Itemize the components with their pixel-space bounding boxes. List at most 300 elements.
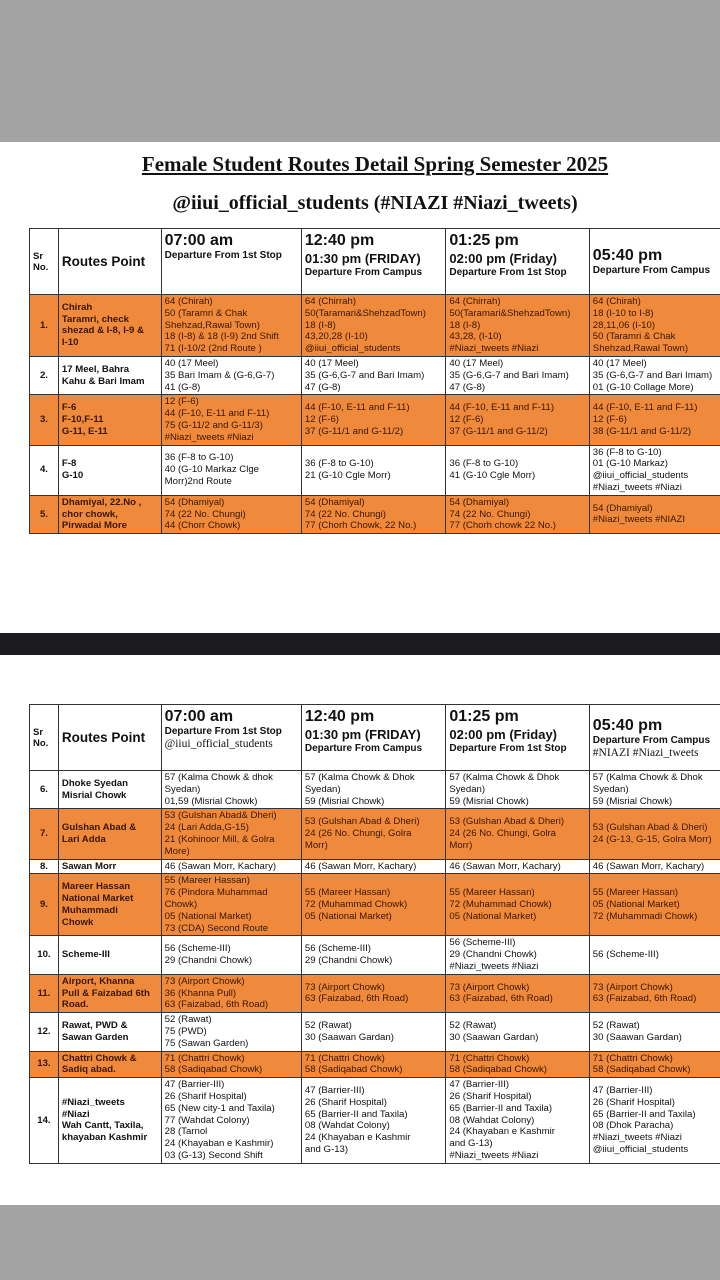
- col3-time: 01:25 pm: [449, 708, 519, 725]
- cell-line: F-10,F-11: [61, 414, 104, 426]
- cell-line: 54 (Dhamiyal): [304, 496, 365, 508]
- cell-line: Road.: [61, 999, 89, 1011]
- cell-line: 72 (Muhammad Chowk): [304, 898, 408, 910]
- route-point-cell: [58, 874, 161, 936]
- document-subtitle: @iiui_official_students (#NIAZI #Niazi_tweets): [172, 192, 578, 214]
- route-point-cell: [58, 495, 161, 533]
- departure-1240-cell: [301, 974, 446, 1012]
- cell-line: Wah Cantt, Taxila,: [61, 1120, 144, 1132]
- departure-0125-cell: [446, 859, 589, 874]
- table-row: [30, 874, 720, 936]
- col4-time: 05:40 pm: [592, 247, 663, 264]
- cell-line: Pull & Faizabad 6th: [61, 987, 150, 999]
- cell-line: 26 (Sharif Hospital): [592, 1096, 675, 1108]
- cell-line: 65 (Barrier-II and Taxila): [592, 1108, 696, 1120]
- divider-band: [0, 633, 720, 655]
- cell-line: 30 (Saawan Gardan): [449, 1031, 539, 1043]
- cell-line: 59 (Misrial Chowk): [304, 795, 385, 807]
- col2-sub: Departure From Campus: [304, 267, 423, 278]
- serial-number-cell: 9.: [30, 874, 59, 936]
- departure-0125-cell: [446, 874, 589, 936]
- table-row: [30, 1078, 720, 1164]
- col4-time: 05:40 pm: [592, 716, 663, 734]
- table-header-row: [30, 229, 720, 295]
- departure-0700-cell: [161, 859, 301, 874]
- cell-line: 08 (Wahdat Colony): [449, 1114, 535, 1126]
- cell-line: More): [164, 845, 190, 857]
- header-col2: [301, 705, 446, 771]
- departure-0540-cell: [589, 1013, 720, 1051]
- cell-line: 36 (F-8 to G-10): [592, 446, 662, 458]
- route-point-cell: [58, 1078, 161, 1164]
- route-point-cell: [58, 809, 161, 859]
- cell-line: G-11, E-11: [61, 425, 108, 437]
- cell-line: Taramri, check: [61, 313, 129, 325]
- cell-line: 64 (Chirah): [164, 296, 213, 307]
- cell-line: 47 (Barrier-III): [164, 1079, 225, 1091]
- cell-line: 12 (F-6): [592, 414, 627, 426]
- cell-line: Mareer Hassan: [61, 881, 131, 893]
- cell-line: 46 (Sawan Morr, Kachary): [449, 860, 561, 872]
- serial-number-cell: 11.: [30, 974, 59, 1012]
- cell-line: 24 (Khayaban e Kashmir: [449, 1126, 555, 1138]
- col1-sub: Departure From 1st Stop: [164, 250, 282, 261]
- serial-number-cell: 10.: [30, 936, 59, 974]
- cell-line: @iiui_official_students: [304, 343, 401, 355]
- cell-line: @iiui_official_students: [592, 470, 689, 482]
- cell-line: 47 (Barrier-III): [304, 1085, 365, 1097]
- cell-line: F-6: [61, 402, 77, 414]
- table-row: [30, 295, 720, 357]
- cell-line: 54 (Dhamiyal): [449, 496, 510, 508]
- cell-line: 55 (Mareer Hassan): [592, 887, 679, 899]
- cell-line: 44 (F-10, E-11 and F-11): [449, 402, 555, 414]
- departure-0540-cell: [589, 936, 720, 974]
- route-point-cell: [58, 395, 161, 445]
- cell-line: 75 (G-11/2 and G-11/3): [164, 419, 263, 431]
- cell-line: Sawan Morr: [61, 860, 117, 872]
- cell-line: 01 (G-10 Collage More): [592, 381, 694, 393]
- cell-line: 01 (G-10 Markaz): [592, 458, 668, 470]
- header-routes: Routes Point: [58, 705, 161, 771]
- cell-line: 77 (Wahdat Colony): [164, 1114, 250, 1126]
- cell-line: 50(Taramari&ShehzadTown): [304, 307, 426, 319]
- col2-sub: Departure From Campus: [304, 743, 423, 754]
- cell-line: 21 (Kohinoor Mill, & Golra: [164, 833, 275, 845]
- departure-1240-cell: [301, 495, 446, 533]
- departure-0700-cell: [161, 809, 301, 859]
- cell-line: 58 (Sadiqabad Chowk): [592, 1064, 691, 1076]
- departure-1240-cell: [301, 1013, 446, 1051]
- cell-line: 30 (Saawan Gardan): [592, 1031, 682, 1043]
- routes-table-2: [29, 704, 720, 1164]
- route-point-cell: [58, 445, 161, 495]
- cell-line: 46 (Sawan Morr, Kachary): [592, 860, 705, 872]
- table-row: [30, 445, 720, 495]
- col4-overlay-hashtag: #NIAZI #Niazi_tweets: [592, 746, 699, 759]
- cell-line: Morr): [304, 839, 328, 851]
- cell-line: 50(Taramari&ShehzadTown): [449, 307, 571, 319]
- col1-time: 07:00 am: [164, 232, 234, 249]
- cell-line: 73 (Airport Chowk): [304, 981, 385, 993]
- cell-line: 36 (Khanna Pull): [164, 987, 237, 999]
- cell-line: Chowk: [61, 916, 94, 928]
- cell-line: Misrial Chowk: [61, 789, 127, 801]
- cell-line: 75 (PWD): [164, 1025, 207, 1037]
- cell-line: 17 Meel, Bahra: [61, 363, 130, 375]
- cell-line: 36 (F-8 to G-10): [304, 458, 374, 470]
- cell-line: 64 (Chirrah): [304, 296, 357, 307]
- departure-0700-cell: [161, 356, 301, 394]
- cell-line: 57 (Kalma Chowk & dhok: [164, 772, 273, 783]
- serial-number-cell: 13.: [30, 1051, 59, 1078]
- cell-line: 71 (Chattri Chowk): [449, 1052, 530, 1064]
- departure-1240-cell: [301, 771, 446, 809]
- departure-0700-cell: [161, 445, 301, 495]
- cell-line: 75 (Sawan Garden): [164, 1037, 249, 1049]
- table-row: [30, 1013, 720, 1051]
- cell-line: 52 (Rawat): [164, 1014, 212, 1026]
- cell-line: 53 (Gulshan Abad & Dheri): [592, 822, 708, 834]
- cell-line: 71 (Chattri Chowk): [304, 1052, 385, 1064]
- departure-1240-cell: [301, 859, 446, 874]
- cell-line: Scheme-III: [61, 949, 110, 961]
- cell-line: Morr)2nd Route: [164, 476, 232, 488]
- departure-0125-cell: [446, 445, 589, 495]
- cell-line: Shehzad,Rawal Town): [592, 343, 689, 355]
- cell-line: 63 (Faizabad, 6th Road): [304, 993, 409, 1005]
- col4-sub: Departure From Campus: [592, 734, 711, 746]
- cell-line: 29 (Chandni Chowk): [449, 949, 537, 961]
- departure-0125-cell: [446, 495, 589, 533]
- route-point-cell: [58, 974, 161, 1012]
- cell-line: 36 (F-8 to G-10): [164, 452, 234, 464]
- header-col2: [301, 229, 446, 295]
- cell-line: 71 (I-10/2 (2nd Route ): [164, 343, 262, 355]
- cell-line: 44 (F-10, E-11 and F-11): [592, 402, 698, 414]
- cell-line: 55 (Mareer Hassan): [449, 887, 535, 899]
- cell-line: 56 (Scheme-III): [164, 943, 231, 955]
- table-row: [30, 356, 720, 394]
- col2-time2: 01:30 pm (FRIDAY): [304, 251, 421, 266]
- serial-number-cell: 2.: [30, 356, 59, 394]
- header-col4: [589, 229, 720, 295]
- cell-line: 44 (F-10, E-11 and F-11): [164, 408, 270, 420]
- cell-line: and G-13): [449, 1138, 493, 1150]
- cell-line: G-10: [61, 470, 84, 482]
- cell-line: 12 (F-6): [164, 396, 199, 408]
- departure-0125-cell: [446, 1078, 589, 1164]
- cell-line: 41 (G-10 Cgle Morr): [449, 470, 536, 482]
- cell-line: 50 (Taramri & Chak: [592, 331, 676, 343]
- departure-0700-cell: [161, 771, 301, 809]
- route-point-cell: [58, 859, 161, 874]
- cell-line: 35 (G-6,G-7 and Bari Imam): [592, 369, 713, 381]
- cell-line: Chirah: [61, 301, 93, 313]
- table-row: [30, 936, 720, 974]
- cell-line: 40 (G-10 Markaz Clge: [164, 464, 260, 476]
- cell-line: National Market: [61, 893, 134, 905]
- header-col1: [161, 705, 301, 771]
- route-point-cell: [58, 295, 161, 357]
- route-point-cell: [58, 356, 161, 394]
- col1-sub: Departure From 1st Stop: [164, 726, 282, 737]
- cell-line: 05 (National Market): [449, 910, 537, 922]
- cell-line: Syedan): [449, 783, 486, 795]
- cell-line: Gulshan Abad &: [61, 822, 137, 834]
- header-routes: Routes Point: [58, 229, 161, 295]
- serial-number-cell: 6.: [30, 771, 59, 809]
- cell-line: 05 (National Market): [164, 910, 252, 922]
- cell-line: 54 (Dhamiyal): [592, 502, 653, 514]
- serial-number-cell: 14.: [30, 1078, 59, 1164]
- cell-line: 52 (Rawat): [592, 1020, 640, 1032]
- departure-1240-cell: [301, 445, 446, 495]
- cell-line: 74 (22 No. Chungi): [304, 508, 386, 520]
- cell-line: khayaban Kashmir: [61, 1132, 148, 1144]
- departure-0125-cell: [446, 974, 589, 1012]
- cell-line: 26 (Sharif Hospital): [449, 1090, 532, 1102]
- cell-line: 28,11,06 (I-10): [592, 319, 656, 331]
- departure-0125-cell: [446, 1051, 589, 1078]
- cell-line: 05 (National Market): [592, 898, 680, 910]
- cell-line: 72 (Muhammadi Chowk): [592, 910, 698, 922]
- cell-line: 24 (Khayaban e Kashmir): [164, 1138, 274, 1150]
- serial-number-cell: 4.: [30, 445, 59, 495]
- cell-line: Airport, Khanna: [61, 975, 135, 987]
- cell-line: 58 (Sadiqabad Chowk): [449, 1064, 547, 1076]
- departure-0540-cell: [589, 445, 720, 495]
- col3-time2: 02:00 pm (Friday): [449, 251, 558, 266]
- cell-line: 18 (I-8): [304, 319, 336, 331]
- departure-0700-cell: [161, 395, 301, 445]
- cell-line: 44 (F-10, E-11 and F-11): [304, 402, 410, 414]
- header-col1: [161, 229, 301, 295]
- table-header-row: [30, 705, 720, 771]
- cell-line: 08 (Dhok Paracha): [592, 1120, 674, 1132]
- cell-line: @iiui_official_students: [592, 1144, 689, 1155]
- cell-line: #Niazi_tweets #Niazi: [449, 960, 539, 972]
- departure-0700-cell: [161, 1051, 301, 1078]
- cell-line: 74 (22 No. Chungi): [449, 508, 531, 520]
- departure-1240-cell: [301, 874, 446, 936]
- cell-line: 64 (Chirrah): [449, 296, 501, 307]
- cell-line: chor chowk,: [61, 508, 118, 520]
- table-row: [30, 1051, 720, 1078]
- departure-1240-cell: [301, 1078, 446, 1164]
- header-col3: [446, 705, 589, 771]
- cell-line: 24 (26 No. Chungi, Golra: [304, 828, 412, 840]
- departure-0125-cell: [446, 809, 589, 859]
- header-col4: [589, 705, 720, 771]
- cell-line: 57 (Kalma Chowk & Dhok: [449, 772, 560, 783]
- cell-line: 65 (New city-1 and Taxila): [164, 1102, 275, 1114]
- departure-1240-cell: [301, 809, 446, 859]
- cell-line: 65 (Barrier-II and Taxila): [304, 1108, 408, 1120]
- cell-line: 24 (Khayaban e Kashmir: [304, 1132, 411, 1144]
- cell-line: 08 (Wahdat Colony): [304, 1120, 390, 1132]
- cell-line: 40 (17 Meel): [164, 357, 219, 369]
- departure-1240-cell: [301, 936, 446, 974]
- cell-line: 43,20,28 (I-10): [304, 331, 368, 343]
- cell-line: 55 (Mareer Hassan): [164, 875, 250, 887]
- cell-line: 46 (Sawan Morr, Kachary): [304, 860, 417, 872]
- cell-line: 37 (G-11/1 and G-11/2): [304, 425, 404, 437]
- header-sr: Sr No.: [30, 705, 59, 771]
- cell-line: #Niazi_tweets #Niazi: [592, 1132, 682, 1144]
- cell-line: 53 (Gulshan Abad & Dheri): [304, 816, 420, 828]
- cell-line: 24 (Lari Adda,G-15): [164, 822, 249, 834]
- cell-line: and G-13): [304, 1144, 349, 1155]
- departure-0540-cell: [589, 874, 720, 936]
- cell-line: 12 (F-6): [449, 414, 484, 426]
- departure-0125-cell: [446, 395, 589, 445]
- cell-line: 30 (Saawan Gardan): [304, 1031, 394, 1043]
- routes-table-1: [29, 228, 720, 534]
- cell-line: 56 (Scheme-III): [592, 949, 659, 961]
- header-col3: [446, 229, 589, 295]
- table-row: [30, 771, 720, 809]
- departure-0700-cell: [161, 974, 301, 1012]
- cell-line: Sadiq abad.: [61, 1064, 116, 1076]
- cell-line: Syedan): [592, 783, 629, 795]
- cell-line: 03 (G-13) Second Shift: [164, 1149, 263, 1161]
- cell-line: F-8: [61, 458, 77, 470]
- cell-line: #Niazi_tweets #Niazi: [449, 1149, 539, 1161]
- col3-time2: 02:00 pm (Friday): [449, 727, 558, 742]
- departure-0540-cell: [589, 974, 720, 1012]
- cell-line: 18 (I-10 to I-8): [592, 307, 654, 319]
- departure-0700-cell: [161, 1013, 301, 1051]
- cell-line: Pirwadai More: [61, 520, 127, 532]
- cell-line: Shehzad,Rawal Town): [164, 319, 260, 331]
- cell-line: 36 (F-8 to G-10): [449, 458, 519, 470]
- serial-number-cell: 5.: [30, 495, 59, 533]
- cell-line: 47 (Barrier-III): [449, 1079, 510, 1091]
- col2-time2: 01:30 pm (FRIDAY): [304, 727, 421, 742]
- cell-line: #Niazi_tweets #Niazi: [592, 481, 682, 493]
- cell-line: Syedan): [304, 783, 341, 795]
- departure-0540-cell: [589, 771, 720, 809]
- departure-0540-cell: [589, 1051, 720, 1078]
- route-point-cell: [58, 771, 161, 809]
- cell-line: 26 (Sharif Hospital): [304, 1096, 387, 1108]
- cell-line: Morr): [449, 839, 473, 851]
- cell-line: Dhamiyal, 22.No ,: [61, 496, 142, 508]
- cell-line: 05 (National Market): [304, 910, 392, 922]
- cell-line: 54 (Dhamiyal): [164, 496, 225, 508]
- cell-line: 65 (Barrier-II and Taxila): [449, 1102, 553, 1114]
- cell-line: 41 (G-8): [164, 381, 201, 393]
- cell-line: 50 (Taramri & Chak: [164, 307, 248, 319]
- col1-overlay-handle: @iiui_official_students: [164, 738, 273, 750]
- col1-time: 07:00 am: [164, 708, 234, 725]
- cell-line: 59 (Misrial Chowk): [449, 795, 529, 807]
- cell-line: 43,28, (I-10): [449, 331, 502, 343]
- cell-line: 56 (Scheme-III): [304, 943, 371, 955]
- cell-line: 53 (Gulshan Abad & Dheri): [449, 816, 565, 828]
- cell-line: 24 (G-13, G-15, Golra Morr): [592, 833, 712, 845]
- table-row: [30, 495, 720, 533]
- cell-line: 73 (CDA) Second Route: [164, 922, 269, 934]
- serial-number-cell: 3.: [30, 395, 59, 445]
- departure-1240-cell: [301, 356, 446, 394]
- cell-line: 46 (Sawan Morr, Kachary): [164, 860, 277, 872]
- cell-line: 77 (Chorh chowk 22 No.): [449, 520, 557, 532]
- cell-line: 18 (I-8): [449, 319, 481, 331]
- cell-line: 37 (G-11/1 and G-11/2): [449, 425, 548, 437]
- serial-number-cell: 1.: [30, 295, 59, 357]
- cell-line: 73 (Airport Chowk): [592, 981, 673, 993]
- cell-line: 63 (Faizabad, 6th Road): [164, 999, 269, 1011]
- table-row: [30, 395, 720, 445]
- cell-line: 58 (Sadiqabad Chowk): [164, 1064, 263, 1076]
- cell-line: Lari Adda: [61, 833, 106, 845]
- cell-line: 71 (Chattri Chowk): [592, 1052, 673, 1064]
- cell-line: Dhoke Syedan: [61, 777, 129, 789]
- departure-0540-cell: [589, 859, 720, 874]
- table-row: [30, 974, 720, 1012]
- cell-line: 44 (Chorr Chowk): [164, 520, 241, 532]
- cell-line: 38 (G-11/1 and G-11/2): [592, 425, 692, 437]
- departure-0125-cell: [446, 1013, 589, 1051]
- route-point-cell: [58, 1013, 161, 1051]
- cell-line: 72 (Muhammad Chowk): [449, 898, 552, 910]
- cell-line: shezad & I-8, I-9 &: [61, 325, 144, 337]
- top-dark-band: [0, 0, 720, 142]
- cell-line: 21 (G-10 Cgle Morr): [304, 470, 391, 482]
- cell-line: 35 (G-6,G-7 and Bari Imam): [304, 369, 425, 381]
- departure-0700-cell: [161, 874, 301, 936]
- cell-line: Syedan): [164, 783, 201, 795]
- departure-0125-cell: [446, 295, 589, 357]
- departure-1240-cell: [301, 395, 446, 445]
- cell-line: #Niazi_tweets #Niazi: [164, 431, 254, 443]
- cell-line: 73 (Airport Chowk): [449, 981, 530, 993]
- cell-line: 47 (Barrier-III): [592, 1085, 653, 1097]
- cell-line: 24 (26 No. Chungi, Golra: [449, 828, 557, 840]
- cell-line: 57 (Kalma Chowk & Dhok: [592, 772, 703, 783]
- departure-1240-cell: [301, 1051, 446, 1078]
- departure-0125-cell: [446, 771, 589, 809]
- table-row: [30, 809, 720, 859]
- cell-line: 76 (Pindora Muhammad: [164, 887, 268, 899]
- header-sr: Sr No.: [30, 229, 59, 295]
- cell-line: Rawat, PWD &: [61, 1020, 128, 1032]
- departure-0700-cell: [161, 936, 301, 974]
- cell-line: 35 Bari Imam & (G-6,G-7): [164, 369, 275, 381]
- col2-time: 12:40 pm: [304, 708, 375, 725]
- cell-line: 18 (I-8) & 18 (I-9) 2nd Shift: [164, 331, 279, 343]
- cell-line: 40 (17 Meel): [449, 357, 504, 369]
- route-point-cell: [58, 936, 161, 974]
- cell-line: #Niazi_tweets: [61, 1096, 125, 1108]
- cell-line: 59 (Misrial Chowk): [592, 795, 673, 807]
- cell-line: 26 (Sharif Hospital): [164, 1090, 247, 1102]
- cell-line: 74 (22 No. Chungi): [164, 508, 246, 520]
- cell-line: 01,59 (Misrial Chowk): [164, 795, 258, 807]
- cell-line: Kahu & Bari Imam: [61, 375, 145, 387]
- col3-time: 01:25 pm: [449, 232, 519, 249]
- cell-line: Chowk): [164, 898, 198, 910]
- cell-line: 52 (Rawat): [304, 1020, 352, 1032]
- departure-0540-cell: [589, 495, 720, 533]
- cell-line: 55 (Mareer Hassan): [304, 887, 391, 899]
- cell-line: 53 (Gulshan Abad& Dheri): [164, 810, 277, 822]
- table-row: [30, 859, 720, 874]
- cell-line: 47 (G-8): [304, 381, 341, 393]
- departure-0125-cell: [446, 356, 589, 394]
